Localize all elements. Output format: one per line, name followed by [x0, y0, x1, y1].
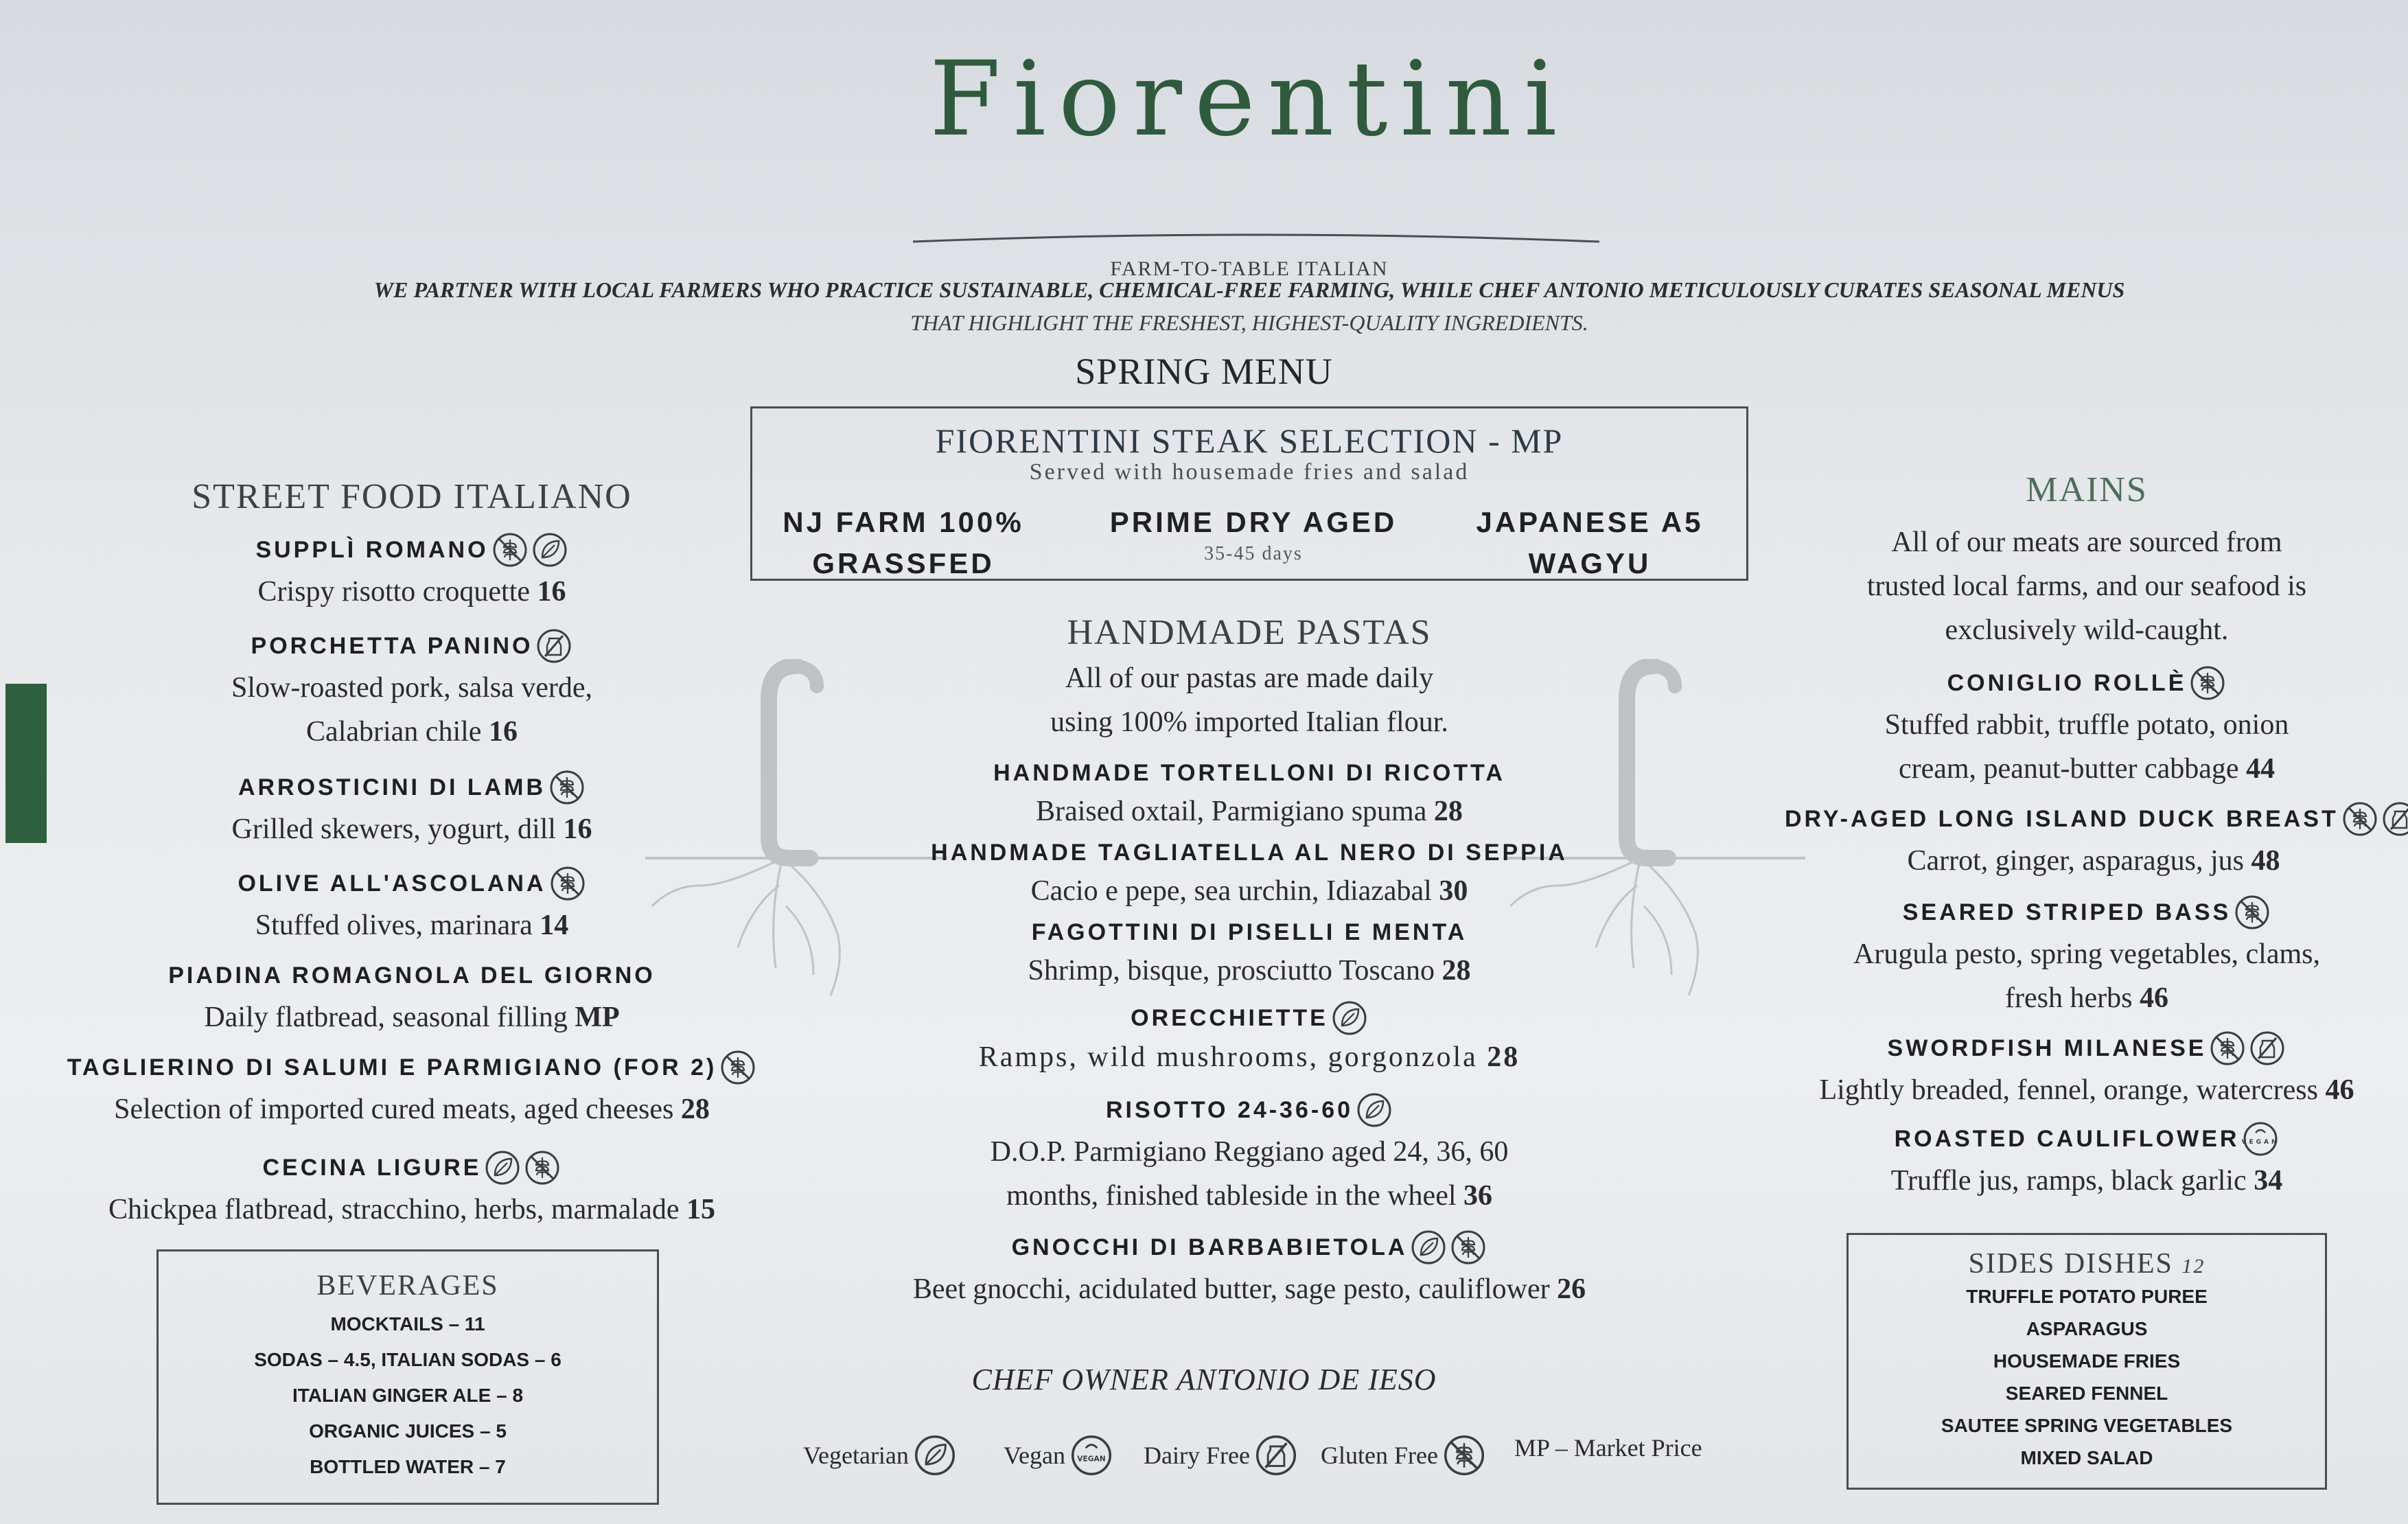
- item-desc-text: Shrimp, bisque, prosciutto Toscano: [1028, 955, 1435, 986]
- item-desc-text: Stuffed rabbit, truffle potato, onion: [1884, 709, 2289, 741]
- item-price: 16: [488, 716, 518, 748]
- item-desc: [27, 570, 796, 614]
- item-name: [1032, 912, 1468, 953]
- mains-intro-line: exclusively wild-caught.: [1945, 614, 2229, 646]
- menu-title: SPRING MENU: [1075, 351, 1333, 392]
- item-name: [1012, 1227, 1487, 1267]
- item-name: [263, 1148, 562, 1188]
- menu-item: [1757, 892, 2408, 1020]
- steak-selection-box: [750, 406, 1748, 581]
- side-line: HOUSEMADE FRIES: [1993, 1350, 2181, 1372]
- vegan-icon: [1069, 1433, 1113, 1477]
- item-price: 46: [2139, 982, 2168, 1014]
- item-name: [251, 626, 573, 666]
- menu-item: [1757, 1119, 2408, 1203]
- item-price: 15: [686, 1194, 715, 1225]
- item-name-text: HANDMADE TORTELLONI DI RICOTTA: [993, 760, 1505, 786]
- item-price: 16: [537, 576, 566, 608]
- item-desc-text: Beet gnocchi, acidulated butter, sage pesto, cauliflower: [912, 1273, 1550, 1305]
- item-desc: [1757, 1159, 2408, 1203]
- item-desc: [783, 1038, 1716, 1076]
- item-desc-text: Lightly breaded, fennel, orange, watercress: [1819, 1074, 2318, 1106]
- menu-item: [1757, 1028, 2408, 1112]
- item-name-text: ROASTED CAULIFLOWER: [1894, 1126, 2240, 1152]
- item-price: 44: [2246, 753, 2276, 785]
- beverage-line: ORGANIC JUICES – 5: [309, 1420, 507, 1442]
- item-desc-text: cream, peanut-butter cabbage: [1898, 753, 2239, 785]
- side-line: TRUFFLE POTATO PUREE: [1966, 1286, 2208, 1307]
- item-desc: [27, 903, 796, 947]
- gluten-free-icon: [548, 769, 586, 806]
- item-name-text: ORECCHIETTE: [1131, 1005, 1328, 1031]
- logo-underline: [913, 227, 1599, 254]
- item-price: 16: [563, 813, 592, 845]
- dairy-free-icon: [535, 627, 572, 665]
- menu-item: [27, 864, 796, 947]
- gluten-free-icon: [549, 865, 586, 902]
- item-price: 46: [2325, 1074, 2354, 1106]
- side-line: SAUTEE SPRING VEGETABLES: [1941, 1415, 2233, 1436]
- item-name-text: OLIVE ALL'ASCOLANA: [238, 870, 546, 897]
- item-desc: [27, 1188, 796, 1232]
- beverages-title: BEVERAGES: [316, 1270, 499, 1302]
- steak-cut-wagyu: [1452, 502, 1727, 584]
- item-name: [1106, 1090, 1393, 1130]
- steak-subtitle: Served with housemade fries and salad: [1029, 459, 1470, 485]
- steak-cut-prime: [1096, 502, 1411, 565]
- item-desc: [783, 794, 1716, 829]
- logo-wordmark: [892, 40, 1606, 159]
- item-desc: [783, 1130, 1716, 1174]
- menu-item: [783, 1090, 1716, 1218]
- gluten-free-icon: [2189, 665, 2226, 702]
- steak-cut-line: WAGYU: [1528, 547, 1652, 579]
- menu-item: [27, 767, 796, 851]
- item-name-text: SWORDFISH MILANESE: [1887, 1035, 2207, 1061]
- menu-item: [783, 832, 1716, 909]
- steak-cut-note: 35-45 days: [1204, 543, 1303, 564]
- item-desc-text: Braised oxtail, Parmigiano spuma: [1036, 796, 1427, 827]
- item-desc-text: Ramps, wild mushrooms, gorgonzola: [978, 1041, 1478, 1073]
- gluten-free-icon: [2234, 894, 2271, 931]
- side-line: MIXED SALAD: [2020, 1447, 2153, 1468]
- vegetarian-icon: [1410, 1229, 1447, 1266]
- item-name-text: HANDMADE TAGLIATELLA AL NERO DI SEPPIA: [931, 840, 1568, 866]
- vegetarian-icon: [484, 1149, 521, 1186]
- beverage-line: BOTTLED WATER – 7: [310, 1456, 506, 1477]
- sides-title-text: SIDES DISHES: [1968, 1248, 2173, 1280]
- item-desc: [1757, 747, 2408, 791]
- item-desc-text: D.O.P. Parmigiano Reggiano aged 24, 36, 60: [990, 1136, 1509, 1168]
- item-price: MP: [575, 1002, 620, 1033]
- item-name: [168, 956, 656, 995]
- item-desc: [783, 953, 1716, 989]
- gluten-free-icon: [1442, 1433, 1486, 1477]
- beverage-line: SODAS – 4.5, ITALIAN SODAS – 6: [254, 1349, 562, 1370]
- menu-item: [783, 912, 1716, 989]
- item-name: [255, 530, 568, 570]
- mains-heading: MAINS: [2026, 470, 2148, 509]
- menu-item: [783, 998, 1716, 1076]
- menu-item: [783, 1227, 1716, 1311]
- menu-item: [1785, 799, 2403, 883]
- item-desc: [783, 873, 1716, 909]
- item-desc-text: Chickpea flatbread, stracchino, herbs, marmalade: [108, 1194, 680, 1225]
- item-name-text: TAGLIERINO DI SALUMI E PARMIGIANO (FOR 2): [67, 1054, 717, 1081]
- pastas-intro-line: using 100% imported Italian flour.: [1050, 706, 1448, 738]
- legend-vegetarian: [803, 1433, 957, 1477]
- item-desc-text: Daily flatbread, seasonal filling: [204, 1002, 568, 1033]
- item-name: [1888, 1028, 2287, 1068]
- item-desc: [1757, 932, 2408, 976]
- item-name: [238, 864, 586, 903]
- legend-label: Dairy Free: [1144, 1442, 1250, 1469]
- item-price: 36: [1463, 1180, 1493, 1212]
- item-name: [1947, 663, 2227, 703]
- mission-statement: [316, 273, 2183, 339]
- steak-title: FIORENTINI STEAK SELECTION - MP: [935, 422, 1564, 460]
- steak-cut-line: NJ FARM 100%: [783, 506, 1024, 538]
- vegetarian-icon: [1331, 1000, 1368, 1037]
- item-desc: [1757, 1068, 2408, 1112]
- item-desc-text: Arugula pesto, spring vegetables, clams,: [1853, 938, 2320, 970]
- item-desc: [27, 995, 796, 1039]
- item-desc: [27, 710, 796, 754]
- steak-cut-line: JAPANESE A5: [1476, 506, 1704, 538]
- vegan-icon: [2242, 1120, 2279, 1157]
- menu-item: [1757, 663, 2408, 791]
- item-price: 28: [1442, 955, 1471, 986]
- item-desc-text: fresh herbs: [2005, 982, 2133, 1014]
- menu-item: [783, 752, 1716, 829]
- dairy-free-icon: [2249, 1030, 2286, 1067]
- menu-item: [27, 1048, 796, 1131]
- beverage-line: ITALIAN GINGER ALE – 8: [292, 1385, 524, 1406]
- mains-intro-line: trusted local farms, and our seafood is: [1866, 570, 2307, 602]
- menu-item: [27, 1148, 796, 1232]
- gluten-free-icon: [1450, 1229, 1487, 1266]
- legend-label: MP – Market Price: [1514, 1434, 1702, 1462]
- item-desc: [783, 1267, 1716, 1311]
- mains-intro-line: All of our meats are sourced from: [1891, 527, 2282, 558]
- sides-title: [1849, 1247, 2325, 1280]
- item-name-text: PORCHETTA PANINO: [251, 633, 533, 659]
- vegetarian-icon: [913, 1433, 957, 1477]
- mission-line-2: THAT HIGHLIGHT THE FRESHEST, HIGHEST-QUALITY INGREDIENTS.: [910, 310, 1588, 335]
- legend-label: Vegan: [1004, 1442, 1065, 1469]
- menu-item: [27, 530, 796, 614]
- side-line: ASPARAGUS: [2026, 1318, 2148, 1339]
- brand-name: Fiorentini: [929, 40, 1570, 159]
- legend-gluten-free: [1321, 1433, 1486, 1477]
- legend-label: Vegetarian: [803, 1442, 909, 1469]
- item-name: [67, 1048, 757, 1087]
- gluten-free-icon: [2341, 800, 2378, 838]
- item-name: [1785, 799, 2408, 839]
- dairy-free-icon: [1254, 1433, 1298, 1477]
- item-name-text: SEARED STRIPED BASS: [1902, 899, 2232, 925]
- item-desc: [783, 1174, 1716, 1218]
- chef-owner-line: CHEF OWNER ANTONIO DE IESO: [971, 1363, 1437, 1396]
- item-desc-text: Calabrian chile: [306, 716, 482, 748]
- item-desc-text: Cacio e pepe, sea urchin, Idiazabal: [1030, 875, 1432, 907]
- item-price: 48: [2251, 845, 2280, 877]
- item-price: 14: [540, 910, 569, 941]
- item-name-text: FAGOTTINI DI PISELLI E MENTA: [1031, 919, 1468, 945]
- item-desc-text: Truffle jus, ramps, black garlic: [1890, 1165, 2247, 1197]
- item-name-text: CECINA LIGURE: [262, 1155, 482, 1181]
- pastas-intro-line: All of our pastas are made daily: [1065, 662, 1434, 694]
- sides-price: 12: [2181, 1255, 2206, 1278]
- item-desc-text: Slow-roasted pork, salsa verde,: [231, 672, 593, 704]
- item-name: [931, 832, 1568, 873]
- vegetarian-icon: [1356, 1092, 1393, 1129]
- tagline: FARM-TO-TABLE ITALIAN: [1110, 257, 1389, 280]
- item-desc-text: Crispy risotto croquette: [257, 576, 531, 608]
- item-desc: [1757, 976, 2408, 1020]
- dairy-free-icon: [2381, 800, 2408, 838]
- pastas-intro: [783, 656, 1716, 744]
- pastas-heading: HANDMADE PASTAS: [1067, 613, 1432, 652]
- legend-dairy-free: [1144, 1433, 1298, 1477]
- sides-box: [1846, 1233, 2327, 1490]
- mission-line-1: WE PARTNER WITH LOCAL FARMERS WHO PRACTICE SUSTAINABLE, CHEMICAL-FREE FARMING, WHILE CHEF ANTONIO METICULOUSLY CURATES SEASONAL MENUS: [373, 277, 2125, 302]
- item-price: 34: [2254, 1165, 2283, 1197]
- beverage-line: MOCKTAILS – 11: [330, 1313, 485, 1335]
- item-price: 28: [680, 1094, 710, 1125]
- item-name-text: DRY-AGED LONG ISLAND DUCK BREAST: [1785, 806, 2339, 832]
- item-desc-text: months, finished tableside in the wheel: [1006, 1180, 1457, 1212]
- item-price: 30: [1439, 875, 1468, 907]
- side-line: SEARED FENNEL: [2005, 1383, 2168, 1404]
- gluten-free-icon: [719, 1049, 756, 1086]
- street-food-heading: STREET FOOD ITALIANO: [192, 477, 632, 516]
- item-desc-text: Grilled skewers, yogurt, dill: [231, 813, 556, 845]
- item-desc: [27, 1087, 796, 1131]
- mains-intro: [1757, 520, 2408, 652]
- steak-cut-line: PRIME DRY AGED: [1109, 506, 1398, 538]
- legend-vegan: [1004, 1433, 1113, 1477]
- item-name: [238, 767, 586, 807]
- item-name: [1903, 892, 2271, 932]
- item-name-text: GNOCCHI DI BARBABIETOLA: [1011, 1234, 1408, 1260]
- item-name: [1895, 1119, 2280, 1159]
- item-desc-text: Carrot, ginger, asparagus, jus: [1907, 845, 2245, 877]
- vegetarian-icon: [531, 531, 568, 568]
- steak-cut-line: GRASSFED: [812, 547, 995, 579]
- item-desc: [27, 807, 796, 851]
- item-name-text: SUPPLÌ ROMANO: [255, 537, 489, 563]
- menu-item: [27, 626, 796, 754]
- gluten-free-icon: [491, 531, 529, 568]
- gluten-free-icon: [524, 1149, 561, 1186]
- legend-label: Gluten Free: [1321, 1442, 1438, 1469]
- item-name-text: CONIGLIO ROLLÈ: [1947, 670, 2187, 696]
- item-price: 26: [1557, 1273, 1586, 1305]
- item-name: [993, 752, 1505, 794]
- item-price: 28: [1433, 796, 1463, 827]
- item-price: 28: [1487, 1041, 1520, 1073]
- item-desc: [1785, 839, 2403, 883]
- menu-item: [27, 956, 796, 1039]
- item-desc-text: Selection of imported cured meats, aged cheeses: [114, 1094, 674, 1125]
- gluten-free-icon: [2209, 1030, 2246, 1067]
- item-desc: [27, 666, 796, 710]
- item-name-text: PIADINA ROMAGNOLA DEL GIORNO: [168, 962, 656, 989]
- logo: [892, 21, 1606, 280]
- item-name-text: ARROSTICINI DI LAMB: [238, 774, 546, 800]
- item-desc: [1757, 703, 2408, 747]
- item-name-text: RISOTTO 24-36-60: [1105, 1097, 1354, 1123]
- item-name: [1131, 998, 1368, 1038]
- legend-market-price: [1514, 1433, 1702, 1462]
- item-desc-text: Stuffed olives, marinara: [255, 910, 533, 941]
- steak-cut-grassfed: [766, 502, 1041, 584]
